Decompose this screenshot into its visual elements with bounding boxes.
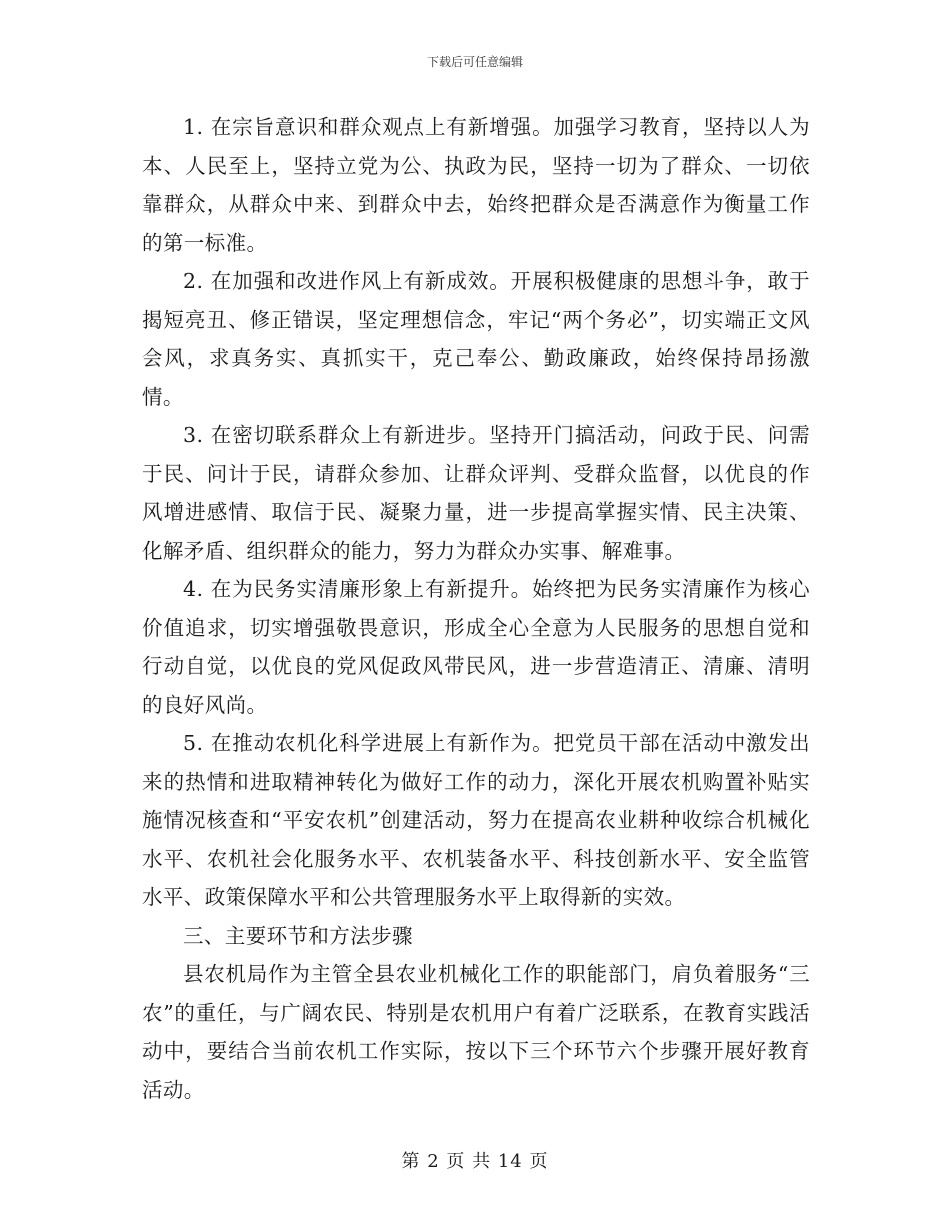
section-heading-3: 三、主要环节和方法步骤 xyxy=(183,923,413,948)
paragraph-goal-5: 5. 在推动农机化科学进展上有新作为。把党员干部在活动中激发出来的热情和进取精神转化为做好工作的动力，深化开展农机购置补贴实施情况核查和“平安农机”创建活动，努力在提高农业耕种收综合机械化水平、农机社会化服务水平、农机装备水平、科技创新水平、安全监管水平、政策保障水平和公共管理服务水平上取得新的实效。 xyxy=(142,731,810,909)
paragraph-goal-1: 1. 在宗旨意识和群众观点上有新增强。加强学习教育，坚持以人为本、人民至上，坚持立党为公、执政为民，坚持一切为了群众、一切依靠群众，从群众中来、到群众中去，始终把群众是否满意作为衡量工作的第一标准。 xyxy=(142,115,810,255)
page-footer: 第 2 页 共 14 页 xyxy=(401,1151,549,1172)
paragraph-goal-3: 3. 在密切联系群众上有新进步。坚持开门搞活动，问政于民、问需于民、问计于民，请群众参加、让群众评判、受群众监督，以优良的作风增进感情、取信于民、凝聚力量，进一步提高掌握实情、民主决策、化解矛盾、组织群众的能力，努力为群众办实事、解难事。 xyxy=(142,423,810,563)
document-body xyxy=(142,108,810,1109)
paragraph-goal-2: 2. 在加强和改进作风上有新成效。开展积极健康的思想斗争，敢于揭短亮丑、修正错误，坚定理想信念，牢记“两个务必”，切实端正文风会风，求真务实、真抓实干，克己奉公、勤政廉政，始终保持昂扬激情。 xyxy=(142,269,810,409)
page-header: 下载后可任意编辑 xyxy=(426,55,523,69)
paragraph-goal-4: 4. 在为民务实清廉形象上有新提升。始终把为民务实清廉作为核心价值追求，切实增强敬畏意识，形成全心全意为人民服务的思想自觉和行动自觉，以优良的党风促政风带民风，进一步营造清正、清廉、清明的良好风尚。 xyxy=(142,577,810,717)
paragraph-section-3-intro: 县农机局作为主管全县农业机械化工作的职能部门，肩负着服务“三农”的重任，与广阔农民、特别是农机用户有着广泛联系，在教育实践活动中，要结合当前农机工作实际，按以下三个环节六个步骤开展好教育活动。 xyxy=(142,962,810,1102)
